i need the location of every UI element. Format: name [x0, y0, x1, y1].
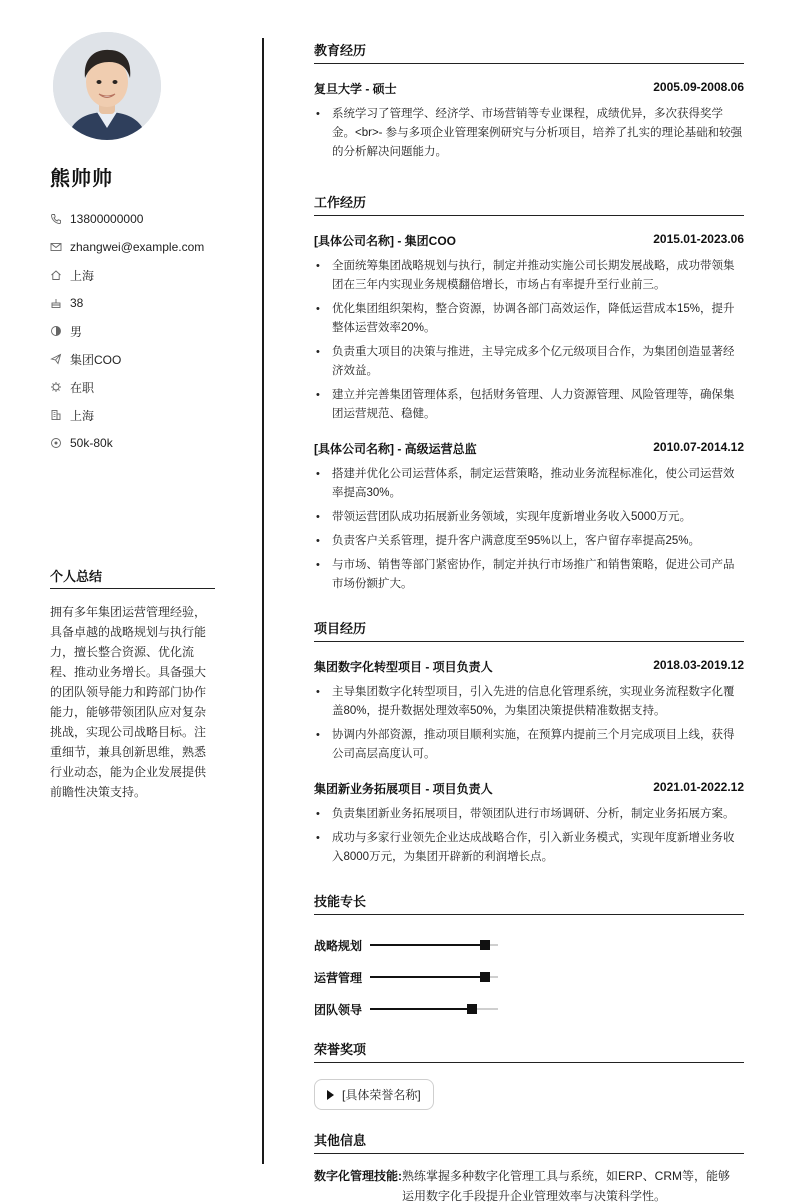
skill-bar-fill — [370, 976, 485, 978]
skill-bar — [370, 976, 498, 978]
info-gender — [50, 317, 216, 345]
list-item: • 主导集团数字化转型项目，引入先进的信息化管理系统，实现业务流程数字化覆盖80%，提升数据处理效率50%，为集团决策提供精准数据支持。 — [314, 683, 744, 721]
list-item: • 搭建并优化公司运营体系，制定运营策略，推动业务流程标准化，使公司运营效率提高30%。 — [314, 465, 744, 503]
skill-label: 战略规划 — [314, 938, 363, 953]
skill-item — [314, 961, 535, 993]
info-location — [50, 261, 216, 289]
location-text: 上海 — [70, 268, 95, 283]
info-phone — [50, 205, 216, 233]
skill-bar-fill — [370, 1008, 472, 1010]
skill-label: 运营管理 — [314, 970, 363, 985]
list-item: • 优化集团组织架构，整合资源，协调各部门高效运作，降低运营成本15%，提升整体运营效率20%。 — [314, 300, 744, 338]
mail-icon — [50, 241, 62, 253]
list-item: • 建立并完善集团管理体系，包括财务管理、人力资源管理、风险管理等，确保集团运营规范、稳健。 — [314, 386, 744, 424]
list-item: • 成功与多家行业领先企业达成战略合作，引入新业务模式，实现年度新增业务收入8000万元，为集团开辟新的利润增长点。 — [314, 829, 744, 867]
entry-org: 集团新业务拓展项目 - 项目负责人 — [314, 782, 493, 796]
position-text: 集团COO — [70, 352, 122, 367]
other-value: 熟练掌握多种数字化管理工具与系统，如ERP、CRM等，能够运用数字化手段提升企业管理效率与决策科学性。 — [402, 1169, 731, 1202]
info-salary — [50, 429, 216, 457]
skill-bar-fill — [370, 944, 485, 946]
candidate-name: 熊帅帅 — [50, 168, 113, 190]
other-title: 其他信息 — [314, 1130, 744, 1154]
play-icon — [327, 1090, 334, 1100]
info-position — [50, 345, 216, 373]
list-item: • 负责集团新业务拓展项目，带领团队进行市场调研、分析，制定业务拓展方案。 — [314, 805, 744, 824]
projects-section — [314, 618, 744, 867]
list-item: • 负责客户关系管理，提升客户满意度至95%以上，客户留存率提高25%。 — [314, 532, 744, 551]
other-section — [314, 1130, 744, 1202]
status-text: 在职 — [70, 380, 95, 395]
entry-org: 复旦大学 - 硕士 — [314, 82, 397, 96]
cake-icon — [50, 297, 62, 309]
list-item: • 协调内外部资源，推动项目顺利实施，在预算内提前三个月完成项目上线，获得公司高层高度认可。 — [314, 726, 744, 764]
status-icon — [50, 381, 62, 393]
honors-section — [314, 1039, 744, 1110]
list-item: • 系统学习了管理学、经济学、市场营销等专业课程，成绩优异，多次获得奖学金。<br>- 参与多项企业管理案例研究与分析项目，培养了扎实的理论基础和较强的分析解决问题能力。 — [314, 105, 744, 162]
skill-bar — [370, 1008, 498, 1010]
skill-bar-knob — [480, 972, 490, 982]
projects-title: 项目经历 — [314, 618, 744, 642]
info-city — [50, 401, 216, 429]
project-entry-header — [314, 658, 744, 675]
list-item: • 全面统筹集团战略规划与执行，制定并推动实施公司长期发展战略，成功带领集团在三年内实现业务规模翻倍增长，市场占有率提升至行业前三。 — [314, 257, 744, 295]
salary-text: 50k-80k — [70, 436, 113, 450]
entry-org: [具体公司名称] - 高级运营总监 — [314, 442, 477, 456]
avatar — [53, 32, 161, 140]
gender-text: 男 — [70, 324, 83, 339]
skills-list — [314, 929, 744, 1025]
email-text: zhangwei@example.com — [70, 240, 205, 254]
entry-date: 2021.01-2022.12 — [653, 780, 744, 794]
entry-org: [具体公司名称] - 集团COO — [314, 234, 456, 248]
skills-section — [314, 891, 744, 1025]
contact-info-list — [50, 205, 216, 457]
work-title: 工作经历 — [314, 192, 744, 216]
city-text: 上海 — [70, 408, 95, 423]
honor-item[interactable] — [314, 1079, 434, 1110]
work-entry-header — [314, 232, 744, 249]
home-icon — [50, 269, 62, 281]
info-status — [50, 373, 216, 401]
skill-label: 团队领导 — [314, 1002, 363, 1017]
education-title: 教育经历 — [314, 40, 744, 64]
work-entry-header — [314, 440, 744, 457]
summary-text: 拥有多年集团运营管理经验，具备卓越的战略规划与执行能力，擅长整合资源、优化流程、推动业务增长。具备强大的团队领导能力和跨部门协作能力，能够带领团队应对复杂挑战，实现公司战略目标。注重细节，兼具创新思维，熟悉行业动态，能为企业发展提供前瞻性决策支持。 — [50, 605, 207, 799]
skill-item — [314, 993, 535, 1025]
list-item: • 带领运营团队成功拓展新业务领域，实现年度新增业务收入5000万元。 — [314, 508, 744, 527]
other-item — [314, 1166, 744, 1202]
column-divider — [262, 38, 264, 1164]
entry-org: 集团数字化转型项目 - 项目负责人 — [314, 660, 493, 674]
info-email — [50, 233, 216, 261]
main-column — [314, 40, 744, 1202]
education-entry-header — [314, 80, 744, 97]
entry-date: 2010.07-2014.12 — [653, 440, 744, 454]
building-icon — [50, 409, 62, 421]
gender-icon — [50, 325, 62, 337]
skill-bar-knob — [480, 940, 490, 950]
education-bullets — [314, 105, 744, 162]
phone-text: 13800000000 — [70, 212, 144, 226]
entry-date: 2018.03-2019.12 — [653, 658, 744, 672]
honors-title: 荣誉奖项 — [314, 1039, 744, 1063]
info-age — [50, 289, 216, 317]
skills-title: 技能专长 — [314, 891, 744, 915]
honor-label: [具体荣誉名称] — [342, 1088, 421, 1102]
project-bullets — [314, 805, 744, 867]
entry-date: 2005.09-2008.06 — [653, 80, 744, 94]
skill-bar — [370, 944, 498, 946]
skill-bar-knob — [467, 1004, 477, 1014]
list-item: • 与市场、销售等部门紧密协作，制定并执行市场推广和销售策略，促进公司产品市场份额扩大。 — [314, 556, 744, 594]
education-section — [314, 40, 744, 162]
project-bullets — [314, 683, 744, 764]
summary-title: 个人总结 — [50, 566, 215, 589]
work-section — [314, 192, 744, 594]
skill-item — [314, 929, 535, 961]
entry-date: 2015.01-2023.06 — [653, 232, 744, 246]
list-item: • 负责重大项目的决策与推进，主导完成多个亿元级项目合作，为集团创造显著经济效益。 — [314, 343, 744, 381]
profile-column — [50, 32, 216, 457]
phone-icon — [50, 213, 62, 225]
other-label: 数字化管理技能: — [314, 1169, 402, 1183]
work-bullets — [314, 465, 744, 594]
work-bullets — [314, 257, 744, 424]
salary-icon — [50, 437, 62, 449]
send-icon — [50, 353, 62, 365]
age-text: 38 — [70, 296, 84, 310]
project-entry-header — [314, 780, 744, 797]
